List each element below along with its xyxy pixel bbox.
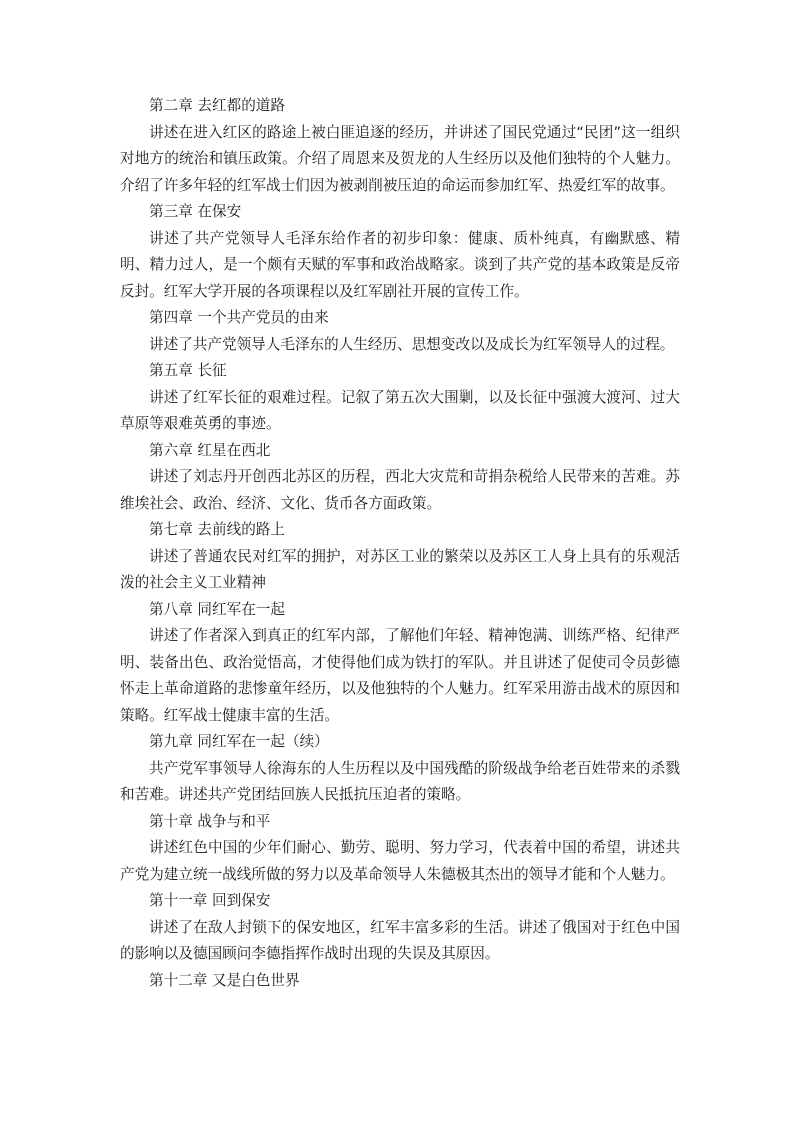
chapter-8-summary: 讲述了作者深入到真正的红军内部，了解他们年轻、精神饱满、训练严格、纪律严明、装备出色、政治觉悟高，才使得他们成为铁打的军队。并且讲述了促使司令员彭德怀走上革命道路的悲惨童年经历，以及他独特的个人魅力。红军采用游击战术的原因和策略。红军战士健康丰富的生活。 <box>120 627 680 724</box>
document-page <box>120 93 680 994</box>
chapter-4-summary: 讲述了共产党领导人毛泽东的人生经历、思想变改以及成长为红军领导人的过程。 <box>149 335 675 353</box>
chapter-10-title: 第十章 战争与和平 <box>149 812 271 830</box>
chapter-11-summary: 讲述了在敌人封锁下的保安地区，红军丰富多彩的生活。讲述了俄国对于红色中国的影响以及德国顾问李德指挥作战时出现的失误及其原因。 <box>120 918 680 962</box>
chapter-10-summary: 讲述红色中国的少年们耐心、勤劳、聪明、努力学习，代表着中国的希望，讲述共产党为建立统一战线所做的努力以及革命领导人朱德极其杰出的领导才能和个人魅力。 <box>120 839 680 883</box>
chapter-12-title: 第十二章 又是白色世界 <box>149 971 300 989</box>
chapter-3-title: 第三章 在保安 <box>149 203 242 220</box>
chapter-3-summary: 讲述了共产党领导人毛泽东给作者的初步印象：健康、质朴纯真，有幽默感、精明、精力过人，是一个颇有天赋的军事和政治战略家。谈到了共产党的基本政策是反帝反封。红军大学开展的各项课程以及红军剧社开展的宣传工作。 <box>120 229 680 300</box>
chapter-8-title: 第八章 同红军在一起 <box>149 600 285 618</box>
chapter-7-title: 第七章 去前线的路上 <box>149 521 285 538</box>
chapter-7-summary: 讲述了普通农民对红军的拥护，对苏区工业的繁荣以及苏区工人身上具有的乐观活泼的社会主义工业精神 <box>120 547 680 591</box>
chapter-11-title: 第十一章 回到保安 <box>149 892 271 909</box>
chapter-4-title: 第四章 一个共产党员的由来 <box>149 309 329 326</box>
chapter-6-title: 第六章 红星在西北 <box>149 441 271 459</box>
chapter-2-title: 第二章 去红都的道路 <box>149 97 285 114</box>
chapter-5-summary: 讲述了红军长征的艰难过程。记叙了第五次大围剿，以及长征中强渡大渡河、过大草原等艰难英勇的事迹。 <box>120 388 680 432</box>
chapter-5-title: 第五章 长征 <box>149 362 227 379</box>
chapter-9-summary: 共产党军事领导人徐海东的人生历程以及中国残酷的阶级战争给老百姓带来的杀戮和苦难。讲述共产党团结回族人民抵抗压迫者的策略。 <box>120 759 680 803</box>
chapter-2-summary: 讲述在进入红区的路途上被白匪追逐的经历，并讲述了国民党通过“民团”这一组织对地方的统治和镇压政策。介绍了周恩来及贺龙的人生经历以及他们独特的个人魅力。介绍了许多年轻的红军战士们因为被剥削被压迫的命运而参加红军、热爱红军的故事。 <box>120 123 680 194</box>
chapter-9-title: 第九章 同红军在一起（续） <box>149 733 329 750</box>
chapter-6-summary: 讲述了刘志丹开创西北苏区的历程，西北大灾荒和苛捐杂税给人民带来的苦难。苏维埃社会、政治、经济、文化、货币各方面政策。 <box>120 468 680 512</box>
